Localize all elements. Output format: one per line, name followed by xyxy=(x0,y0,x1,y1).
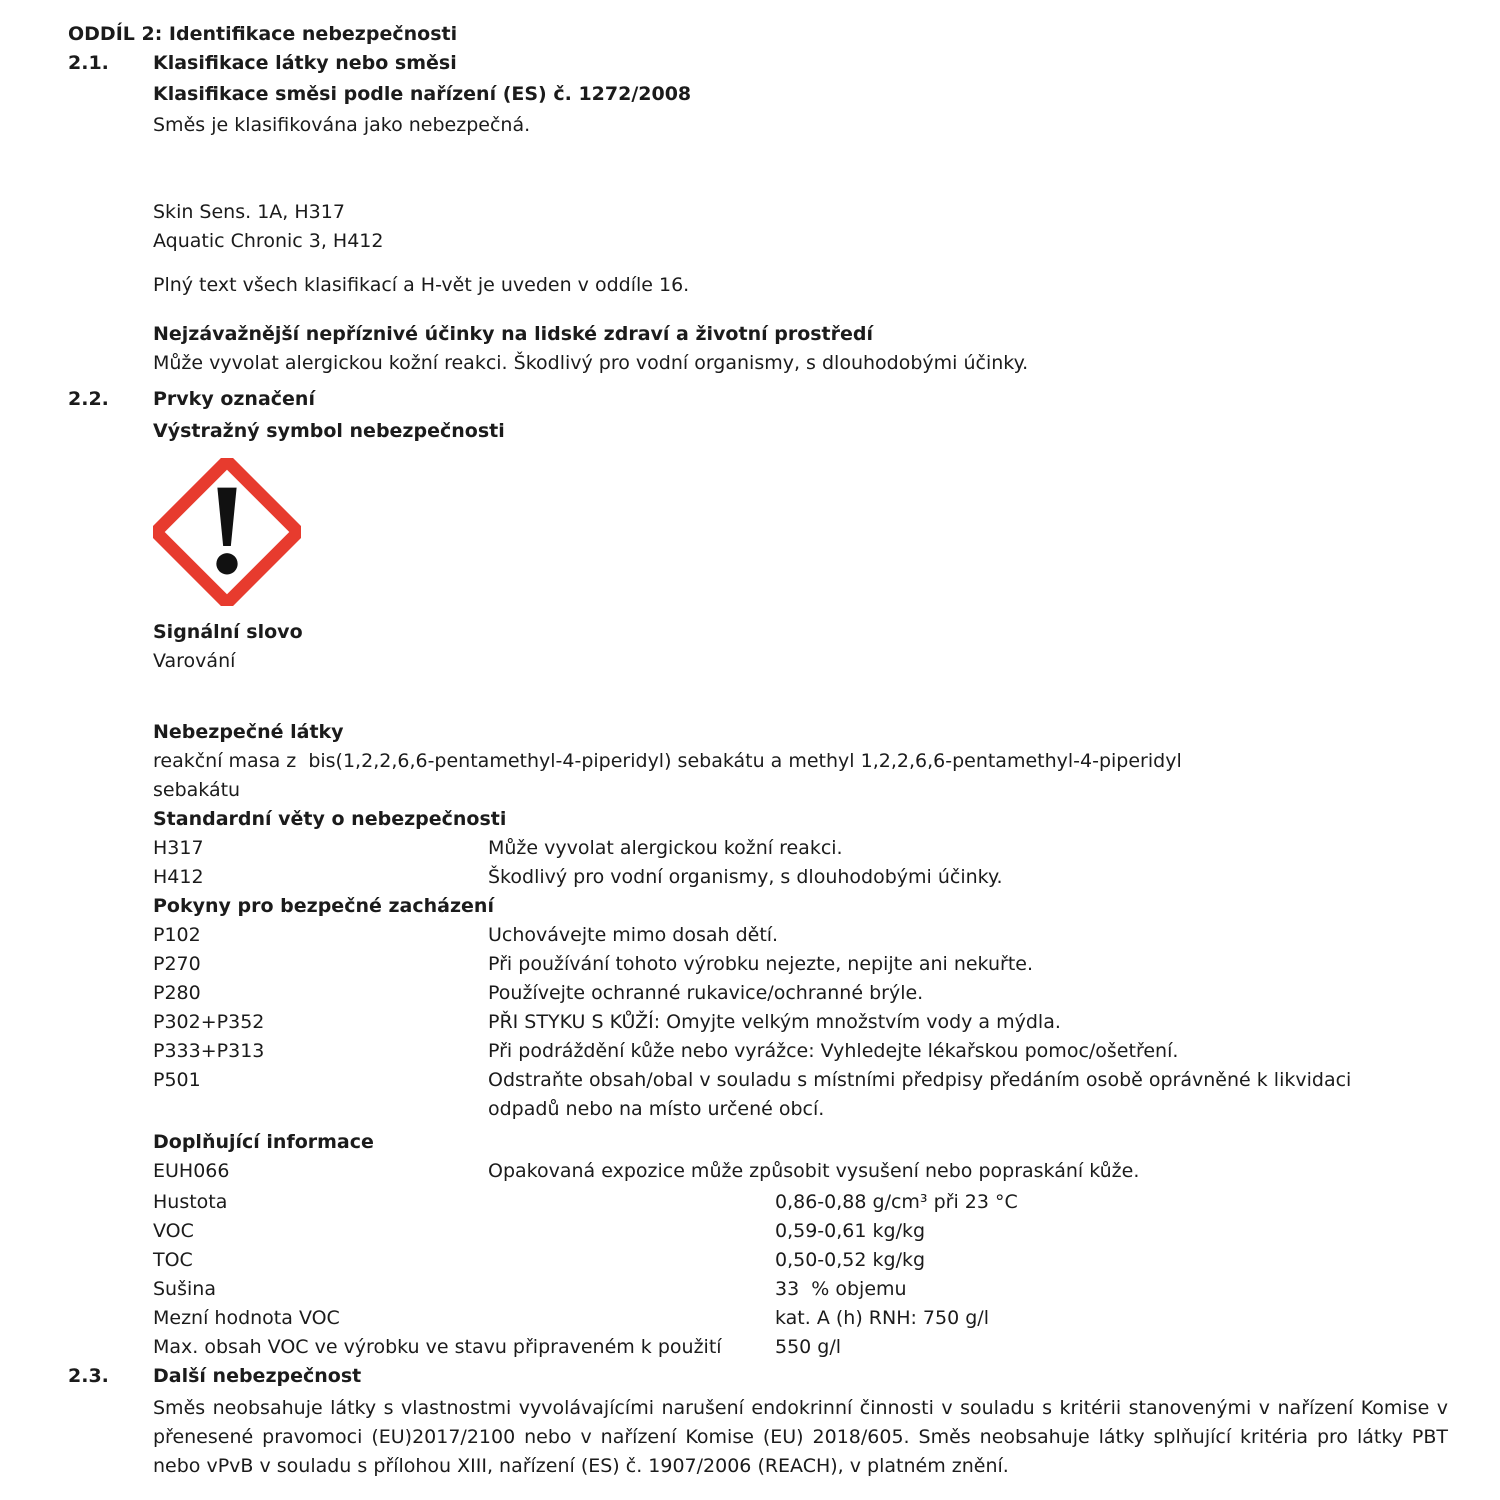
precautionary-code: P102 xyxy=(153,924,201,946)
supplemental-row xyxy=(153,1157,1450,1186)
adverse-effects-heading: Nejzávažnější nepříznivé účinky na lidské zdraví a životní prostředí xyxy=(153,323,874,345)
hazardous-substances-text: reakční masa z bis(1,2,2,6,6-pentamethyl-4-piperidyl) sebakátu a methyl 1,2,2,6,6-pentamethyl-4-piperidyl sebakátu xyxy=(153,750,1188,801)
precautionary-row xyxy=(153,1008,1450,1037)
signal-word-value: Varování xyxy=(153,650,236,672)
property-row xyxy=(153,1333,1450,1362)
precautionary-row xyxy=(153,921,1450,950)
precautionary-code: P302+P352 xyxy=(153,1011,265,1033)
section-2-1-title: Klasifikace látky nebo směsi xyxy=(153,52,457,74)
full-text-note: Plný text všech klasifikací a H-vět je uveden v oddíle 16. xyxy=(153,274,690,296)
precautionary-text: PŘI STYKU S KŮŽÍ: Omyjte velkým množstvím vody a mýdla. xyxy=(488,1011,1061,1033)
property-label: TOC xyxy=(153,1249,193,1271)
other-hazards-text: Směs neobsahuje látky s vlastnostmi vyvolávajícími narušení endokrinní činnosti v souladu s kritérii stanovenými v nařízení Komise v přenesené pravomoci (EU)2017/2100 nebo v nařízení Komise (EU) 2018/605. Směs neobsahuje látky splňující kritéria pro látky PBT nebo vPvB v souladu s přílohou XIII, nařízení (ES) č. 1907/2006 (REACH), v platném znění. xyxy=(153,1397,1448,1477)
spacer xyxy=(68,256,1450,271)
precautionary-text: Při používání tohoto výrobku nejezte, nepijte ani nekuřte. xyxy=(488,953,1034,975)
section-2-1-row xyxy=(68,49,1450,78)
property-label: VOC xyxy=(153,1220,194,1242)
pictogram-heading: Výstražný symbol nebezpečnosti xyxy=(153,420,505,442)
spacer xyxy=(68,140,1450,198)
hazard-statement-row xyxy=(153,834,1450,863)
hazard-statement-row xyxy=(153,863,1450,892)
section-2-3-number: 2.3. xyxy=(68,1365,109,1387)
exclamation-dot xyxy=(216,553,237,574)
precautionary-row xyxy=(153,979,1450,1008)
hazard-text: Může vyvolat alergickou kožní reakci. xyxy=(488,837,843,859)
signal-word-heading: Signální slovo xyxy=(153,621,303,643)
precautionary-text: Uchovávejte mimo dosah dětí. xyxy=(488,924,779,946)
property-value: 33 % objemu xyxy=(775,1278,907,1300)
classified-as-dangerous-text: Směs je klasifikována jako nebezpečná. xyxy=(153,114,531,136)
section-2-2-number: 2.2. xyxy=(68,388,109,410)
ghs07-exclamation-pictogram xyxy=(153,458,301,606)
ghs07-exclamation-icon xyxy=(153,458,301,606)
precautionary-code: P333+P313 xyxy=(153,1040,265,1062)
supplemental-code: EUH066 xyxy=(153,1160,230,1182)
spacer xyxy=(68,300,1450,320)
property-label: Max. obsah VOC ve výrobku ve stavu připraveném k použití xyxy=(153,1336,722,1358)
supplemental-text: Opakovaná expozice může způsobit vysušení nebo popraskání kůže. xyxy=(488,1160,1140,1182)
classification-entry: Aquatic Chronic 3, H412 xyxy=(153,230,384,252)
hazardous-substances-heading: Nebezpečné látky xyxy=(153,721,344,743)
precautionary-text: Při podráždění kůže nebo vyrážce: Vyhledejte lékařskou pomoc/ošetření. xyxy=(488,1040,1179,1062)
property-label: Sušina xyxy=(153,1278,216,1300)
section-2-2-row xyxy=(68,385,1450,414)
property-value: 0,50-0,52 kg/kg xyxy=(775,1249,926,1271)
hazard-code: H412 xyxy=(153,866,204,888)
adverse-effects-text: Může vyvolat alergickou kožní reakci. Škodlivý pro vodní organismy, s dlouhodobými účinky. xyxy=(153,352,1029,374)
classification-entry: Skin Sens. 1A, H317 xyxy=(153,201,345,223)
property-label: Hustota xyxy=(153,1191,228,1213)
property-value: kat. A (h) RNH: 750 g/l xyxy=(775,1307,989,1329)
precautionary-code: P501 xyxy=(153,1069,201,1091)
precautionary-code: P270 xyxy=(153,953,201,975)
precautionary-row xyxy=(153,950,1450,979)
section-2-1-number: 2.1. xyxy=(68,52,109,74)
property-row xyxy=(153,1275,1450,1304)
property-row xyxy=(153,1188,1450,1217)
supplemental-heading: Doplňující informace xyxy=(153,1131,374,1153)
hazard-text: Škodlivý pro vodní organismy, s dlouhodobými účinky. xyxy=(488,866,1003,888)
hazard-statements-heading: Standardní věty o nebezpečnosti xyxy=(153,808,507,830)
property-row xyxy=(153,1246,1450,1275)
section-2-3-title: Další nebezpečnost xyxy=(153,1365,362,1387)
section-2-3-row xyxy=(68,1362,1450,1391)
classification-subheading: Klasifikace směsi podle nařízení (ES) č. 1272/2008 xyxy=(153,83,692,105)
precautionary-heading: Pokyny pro bezpečné zacházení xyxy=(153,895,494,917)
property-label: Mezní hodnota VOC xyxy=(153,1307,340,1329)
section-2-2-title: Prvky označení xyxy=(153,388,315,410)
property-value: 550 g/l xyxy=(775,1336,842,1358)
precautionary-row xyxy=(153,1037,1450,1066)
property-row xyxy=(153,1304,1450,1333)
precautionary-row xyxy=(153,1066,1450,1124)
precautionary-text: Odstraňte obsah/obal v souladu s místními předpisy předáním osobě oprávněné k likvidaci odpadů nebo na místo určené obcí. xyxy=(488,1069,1352,1120)
section-2-heading: ODDÍL 2: Identifikace nebezpečnosti xyxy=(68,23,458,45)
hazard-code: H317 xyxy=(153,837,204,859)
precautionary-code: P280 xyxy=(153,982,201,1004)
property-value: 0,59-0,61 kg/kg xyxy=(775,1220,926,1242)
precautionary-text: Používejte ochranné rukavice/ochranné brýle. xyxy=(488,982,924,1004)
spacer xyxy=(68,676,1450,718)
property-row xyxy=(153,1217,1450,1246)
property-value: 0,86-0,88 g/cm³ při 23 °C xyxy=(775,1191,1018,1213)
